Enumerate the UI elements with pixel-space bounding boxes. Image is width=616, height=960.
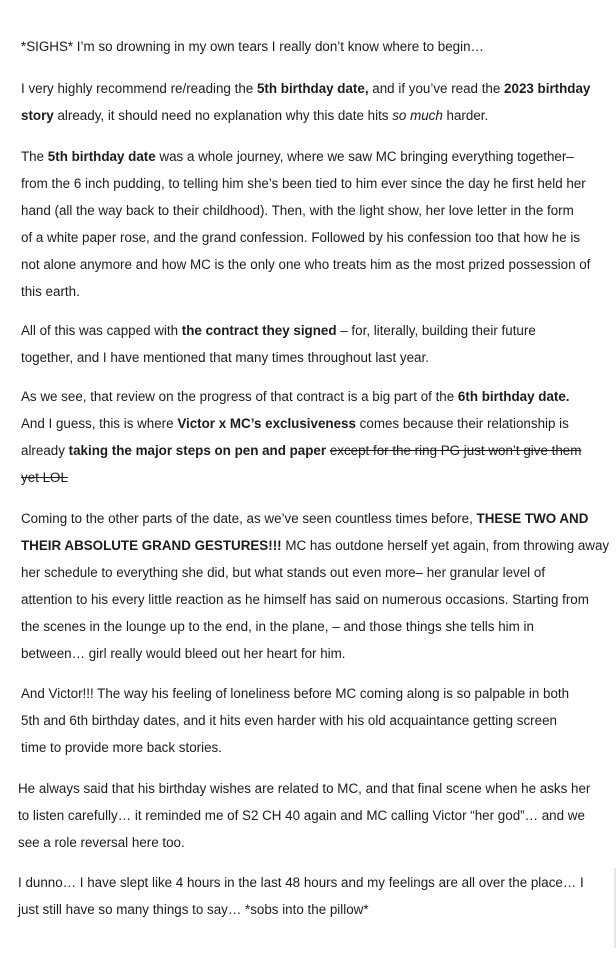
text-run: I dunno… I have slept like 4 hours in the last 48 hours and my feelings are all over the place… I: [18, 875, 584, 890]
text-run: of a white paper rose, and the grand confession. Followed by his confession too that how he is: [21, 230, 581, 245]
paragraph-closing: [18, 869, 584, 923]
italic-text: so much: [392, 108, 443, 123]
text-run: already: [21, 443, 69, 458]
text-run: her schedule to everything she did, but what stands out even more– her granular level of: [21, 565, 546, 580]
text-run: to listen carefully… it reminded me of S2 CH 40 again and MC calling Victor “her god”… and we: [18, 808, 585, 823]
text-run: time to provide more back stories.: [21, 740, 222, 755]
bold-text: 5th birthday date,: [256, 81, 369, 96]
text-run: not alone anymore and how MC is the only one who treats him as the most prized possession of: [21, 257, 591, 272]
text-run: together, and I have mentioned that many times throughout last year.: [21, 350, 429, 365]
paragraph-victor: [21, 680, 569, 761]
bold-text: 2023 birthday: [504, 81, 591, 96]
text-run: He always said that his birthday wishes are related to MC, and that final scene when he asks her: [18, 781, 591, 796]
text-run: As we see, that review on the progress of that contract is a big part of the: [21, 389, 458, 404]
text-run: see a role reversal here too.: [18, 835, 185, 850]
bold-text: THESE TWO AND: [476, 511, 589, 526]
text-run: just still have so many things to say… *sobs into the pillow*: [18, 902, 369, 917]
text-run: 5th and 6th birthday dates, and it hits even harder with his old acquaintance getting screen: [21, 713, 557, 728]
paragraph-6th-birthday: [21, 383, 581, 491]
bold-text: taking the major steps on pen and paper: [68, 443, 327, 458]
text-run: And I guess, this is where: [21, 416, 178, 431]
text-run: MC has outdone herself yet again, from throwing away: [281, 538, 610, 553]
text-run: comes because their relationship is: [355, 416, 569, 431]
text-run: I very highly recommend re/reading the: [21, 81, 257, 96]
bold-text: 5th birthday date: [47, 149, 156, 164]
strikethrough-text: except for the ring PG just won’t give them: [329, 443, 582, 458]
strikethrough-text: yet LOL: [21, 470, 68, 485]
text-run: The: [21, 149, 48, 164]
bold-text: Victor x MC’s exclusiveness: [177, 416, 356, 431]
text-run: attention to his every little reaction as he himself has said on numerous occasions. Starting from: [21, 592, 589, 607]
text-run: the scenes in the lounge up to the end, in the plane, – and those things she tells him in: [21, 619, 534, 634]
paragraph-grand-gestures: [21, 505, 609, 667]
bold-text: 6th birthday date.: [457, 389, 570, 404]
text-run: harder.: [442, 108, 489, 123]
text-run: from the 6 inch pudding, to telling him she’s been tied to him ever since the day he first held her: [21, 176, 586, 191]
text-run: was a whole journey, where we saw MC bringing everything together–: [155, 149, 574, 164]
text-run: Coming to the other parts of the date, as we’ve seen countless times before,: [21, 511, 477, 526]
text-run: and if you’ve read the: [368, 81, 505, 96]
bold-text: the contract they signed: [181, 323, 337, 338]
paragraph-opening: [21, 33, 484, 60]
text-run: already, it should need no explanation why this date hits: [53, 108, 393, 123]
text-run: – for, literally, building their future: [336, 323, 536, 338]
paragraph-birthday-wishes: [18, 775, 590, 856]
text-run: between… girl really would bleed out her heart for him.: [21, 646, 346, 661]
text-run: this earth.: [21, 284, 80, 299]
paragraph-contract: [21, 317, 536, 371]
bold-text: THEIR ABSOLUTE GRAND GESTURES!!!: [21, 538, 282, 553]
text-run: hand (all the way back to their childhood). Then, with the light show, her love letter in the form: [21, 203, 574, 218]
paragraph-5th-birthday: [21, 143, 590, 305]
paragraph-recommendation: [21, 75, 590, 129]
text-run: All of this was capped with: [21, 323, 182, 338]
text-run: And Victor!!! The way his feeling of loneliness before MC coming along is so palpable in both: [21, 686, 570, 701]
bold-text: story: [21, 108, 54, 123]
text-run: *SIGHS* I’m so drowning in my own tears I really don’t know where to begin…: [21, 39, 484, 54]
